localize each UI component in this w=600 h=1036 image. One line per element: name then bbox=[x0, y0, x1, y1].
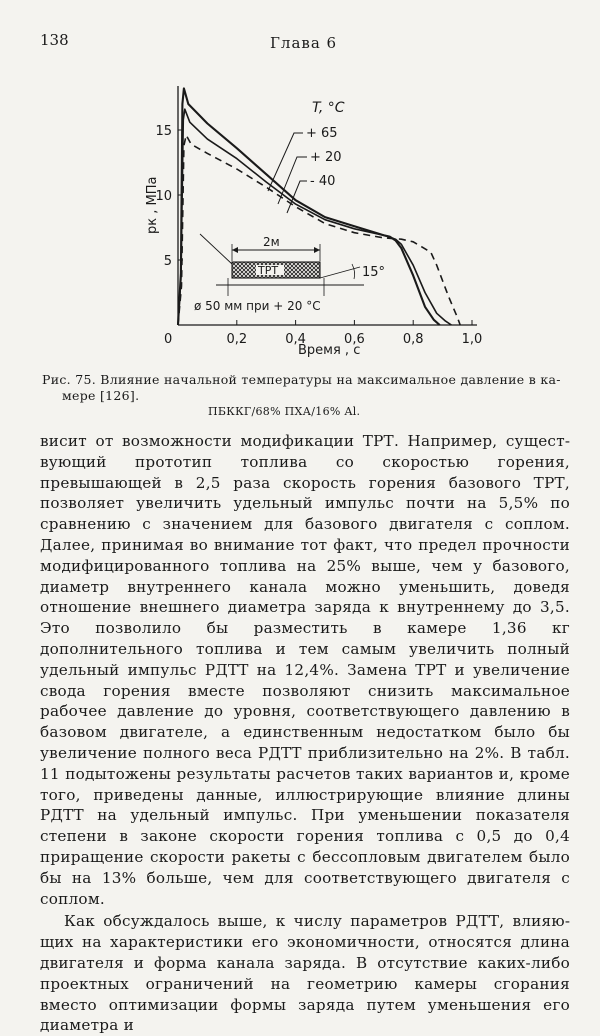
series-line-plus65 bbox=[178, 88, 440, 325]
legend-title: T, °C bbox=[312, 100, 345, 116]
pressure-time-chart bbox=[120, 86, 520, 366]
figure-caption-composition: ПБККГ/68% ПХА/16% Al. bbox=[208, 405, 361, 418]
body-text bbox=[40, 431, 570, 1036]
figure-caption-line2: мере [126]. bbox=[62, 388, 140, 403]
y-tick-label: 5 bbox=[163, 254, 172, 269]
legend-entry-plus20: + 20 bbox=[310, 150, 342, 165]
x-tick-label: 0 bbox=[164, 332, 173, 347]
paragraph-2: Как обсуждалось выше, к числу параметров РДТТ, влияющих на характеристики его экономичности, относятся длина двигателя и форма канала заряда. В отсутствие каких-либо проектных ограничений на геометрию камеры сгорания вместо оптимизации формы заряда путем уменьшения его диаметра и bbox=[40, 912, 570, 1035]
y-tick-label: 15 bbox=[155, 124, 172, 139]
x-axis-label: Время , с bbox=[298, 343, 361, 358]
series-line-plus20 bbox=[178, 109, 451, 325]
legend-entry-minus40: - 40 bbox=[310, 174, 336, 189]
x-tick-label: 0,2 bbox=[226, 332, 248, 347]
paragraph-1: висит от возможности модификации ТРТ. Например, существующий прототип топлива со скоростью горения, превышающей в 2,5 раза скорость горения базового ТРТ, позволяет увеличить удельный импульс почти на 5,5% по сравнению с значением для базового двигателя с соплом. Далее, принимая во внимание тот факт, что предел прочности модифицированного топлива на 25% выше, чем у базового, диаметр внутреннего канала можно уменьшить, доведя отношение внешнего диаметра заряда к внутреннему до 3,5. Это позволило бы разместить в камере 1,36 кг дополнительного топлива и тем самым увеличить полный удельный импульс РДТТ на 12,4%. Замена ТРТ и увеличение свода горения вместе позволяют снизить максимальное рабочее давление до уровня, соответствующего давлению в базовом двигателе, а единственным недостатком было бы увеличение полного веса РДТТ приблизительно на 2%. В табл. 11 подытожены результаты расчетов таких вариантов и, кроме того, приведены данные, иллюстрирующие влияние длины РДТТ на удельный импульс. При уменьшении показателя степени в законе скорости горения топлива с 0,5 до 0,4 приращение скорости ракеты с бессопловым двигателем было бы на 13% больше, чем для соответствующего двигателя с соплом. bbox=[40, 432, 570, 908]
figure-75 bbox=[120, 86, 520, 366]
x-tick-label: 1,0 bbox=[461, 332, 483, 347]
x-tick-label: 0,4 bbox=[285, 332, 306, 347]
legend-entry-plus65: + 65 bbox=[306, 126, 338, 141]
x-tick-label: 0,8 bbox=[402, 332, 424, 347]
figure-caption-line1: Рис. 75. Влияние начальной температуры на максимальное давление в ка- bbox=[42, 372, 561, 387]
page-number: 138 bbox=[40, 31, 69, 49]
running-head: Глава 6 bbox=[270, 34, 338, 52]
inset-diameter-label: ø 50 мм при + 20 °С bbox=[194, 299, 321, 313]
y-axis-label: pк , МПа bbox=[145, 176, 160, 234]
inset-grain-label: ТРТ bbox=[258, 264, 279, 277]
chart-series bbox=[178, 88, 460, 325]
x-tick-label: 0,6 bbox=[344, 332, 365, 347]
y-tick-label: 10 bbox=[155, 189, 172, 204]
inset-length-label: 2м bbox=[263, 235, 280, 249]
inset-angle-label: 15° bbox=[362, 265, 386, 280]
chart-axes bbox=[178, 86, 477, 325]
leader-line-plus65 bbox=[268, 133, 303, 191]
grain-inset bbox=[194, 234, 385, 313]
